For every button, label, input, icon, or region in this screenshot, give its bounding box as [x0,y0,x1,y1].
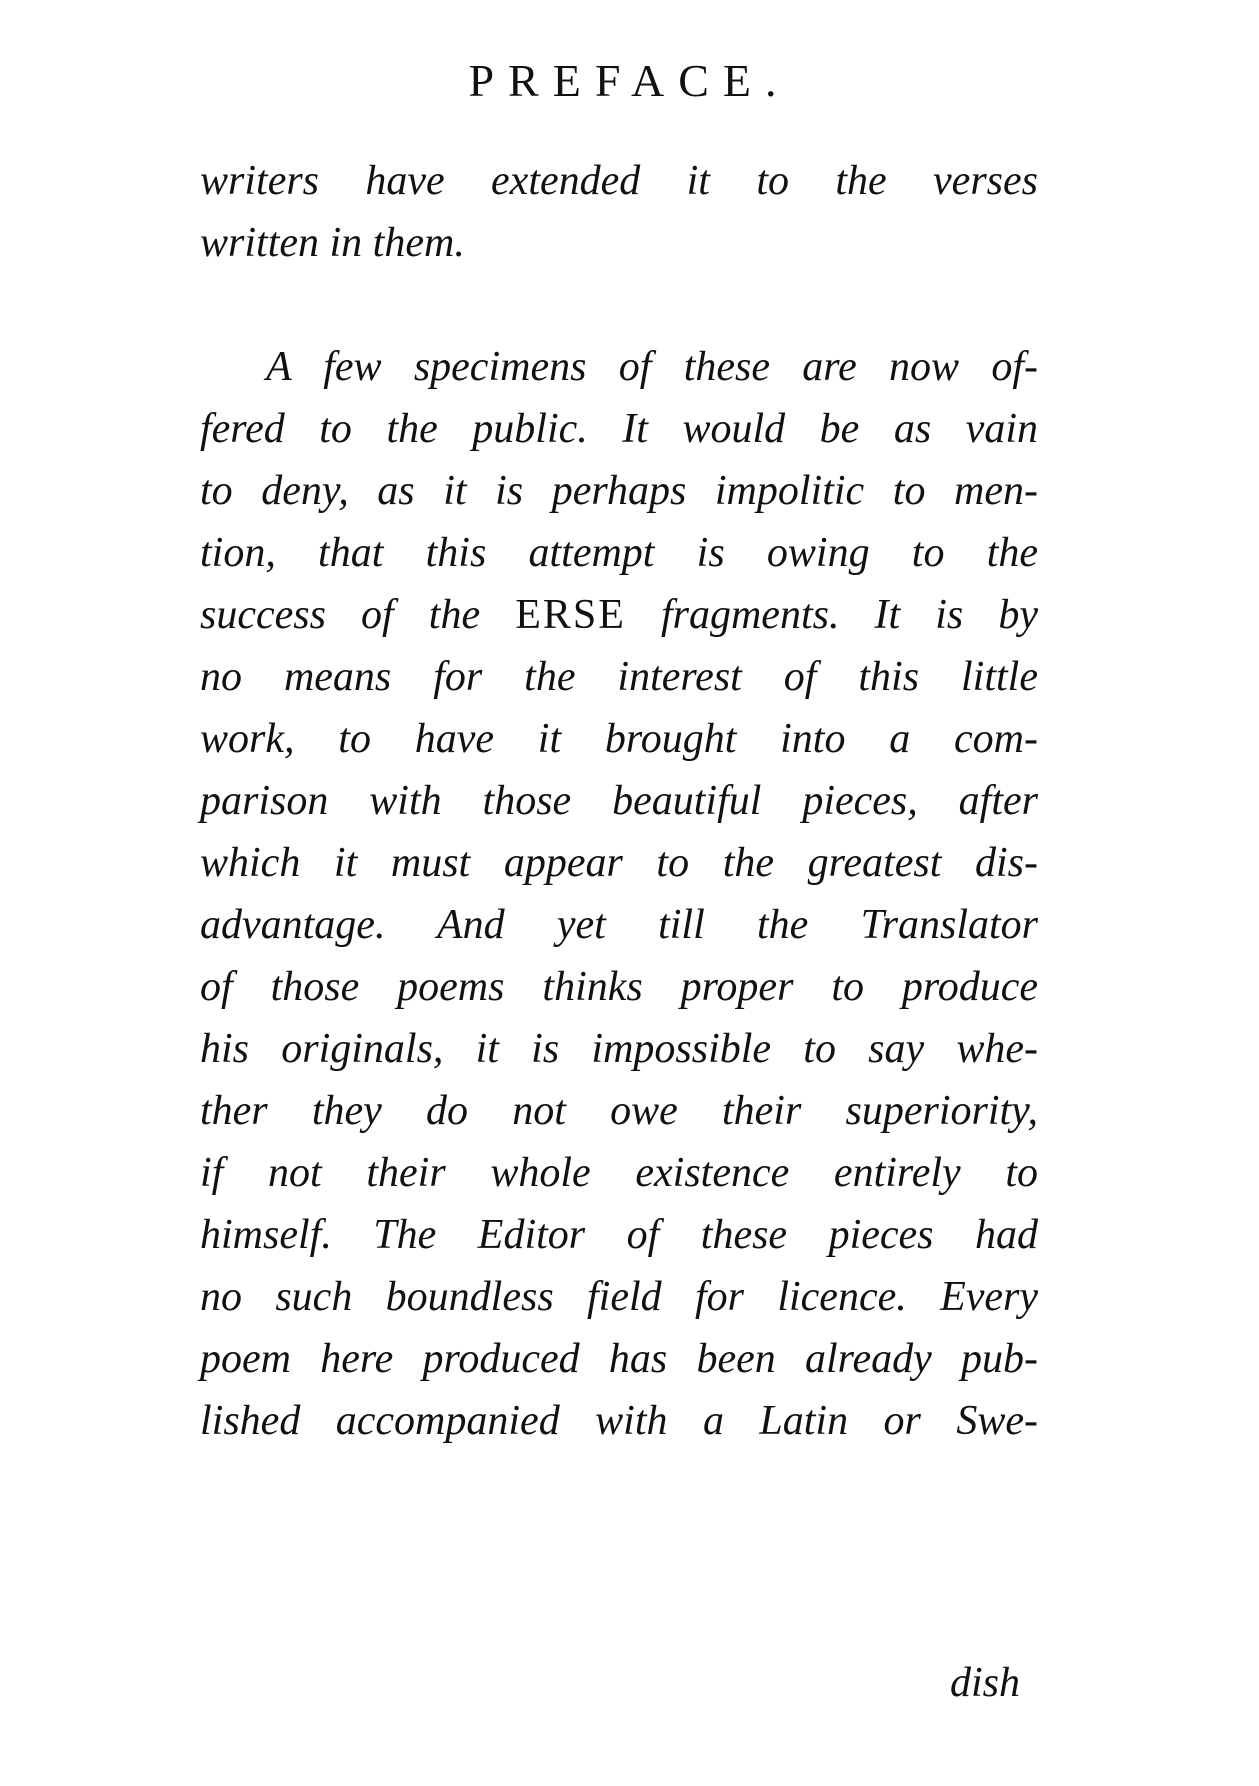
text-line: A few specimens of these are now of- [266,344,1038,390]
text-line: written in them. [200,220,465,266]
text-line: poem here produced has been already pub- [200,1336,1038,1382]
text-segment: fragments. It is by [660,592,1038,638]
text-line: to deny, as it is perhaps impolitic to men- [200,468,1038,514]
paragraph-gap [200,274,1038,336]
text-line: fered to the public. It would be as vain [200,406,1038,452]
smallcaps-word: ERSE [515,592,626,638]
body-text [200,150,1038,1452]
text-line: which it must appear to the greatest dis- [200,840,1038,886]
running-head: PREFACE. [468,55,791,106]
text-line: if not their whole existence entirely to [200,1150,1038,1196]
text-line: his originals, it is impossible to say whe- [200,1026,1038,1072]
text-segment: success of the [200,592,481,638]
text-line: advantage. And yet till the Translator [200,902,1038,948]
text-line: parison with those beautiful pieces, after [200,778,1038,824]
text-line: no means for the interest of this little [200,654,1038,700]
text-line: lished accompanied with a Latin or Swe- [200,1398,1038,1444]
text-line: writers have extended it to the verses [200,158,1038,204]
text-line: no such boundless field for licence. Every [200,1274,1038,1320]
catchword: dish [950,1660,1021,1706]
text-line-with-smallcaps [200,584,1038,646]
text-line: ther they do not owe their superiority, [200,1088,1038,1134]
text-line: tion, that this attempt is owing to the [200,530,1038,576]
text-line: himself. The Editor of these pieces had [200,1212,1038,1258]
text-line: work, to have it brought into a com- [200,716,1038,762]
text-line: of those poems thinks proper to produce [200,964,1038,1010]
